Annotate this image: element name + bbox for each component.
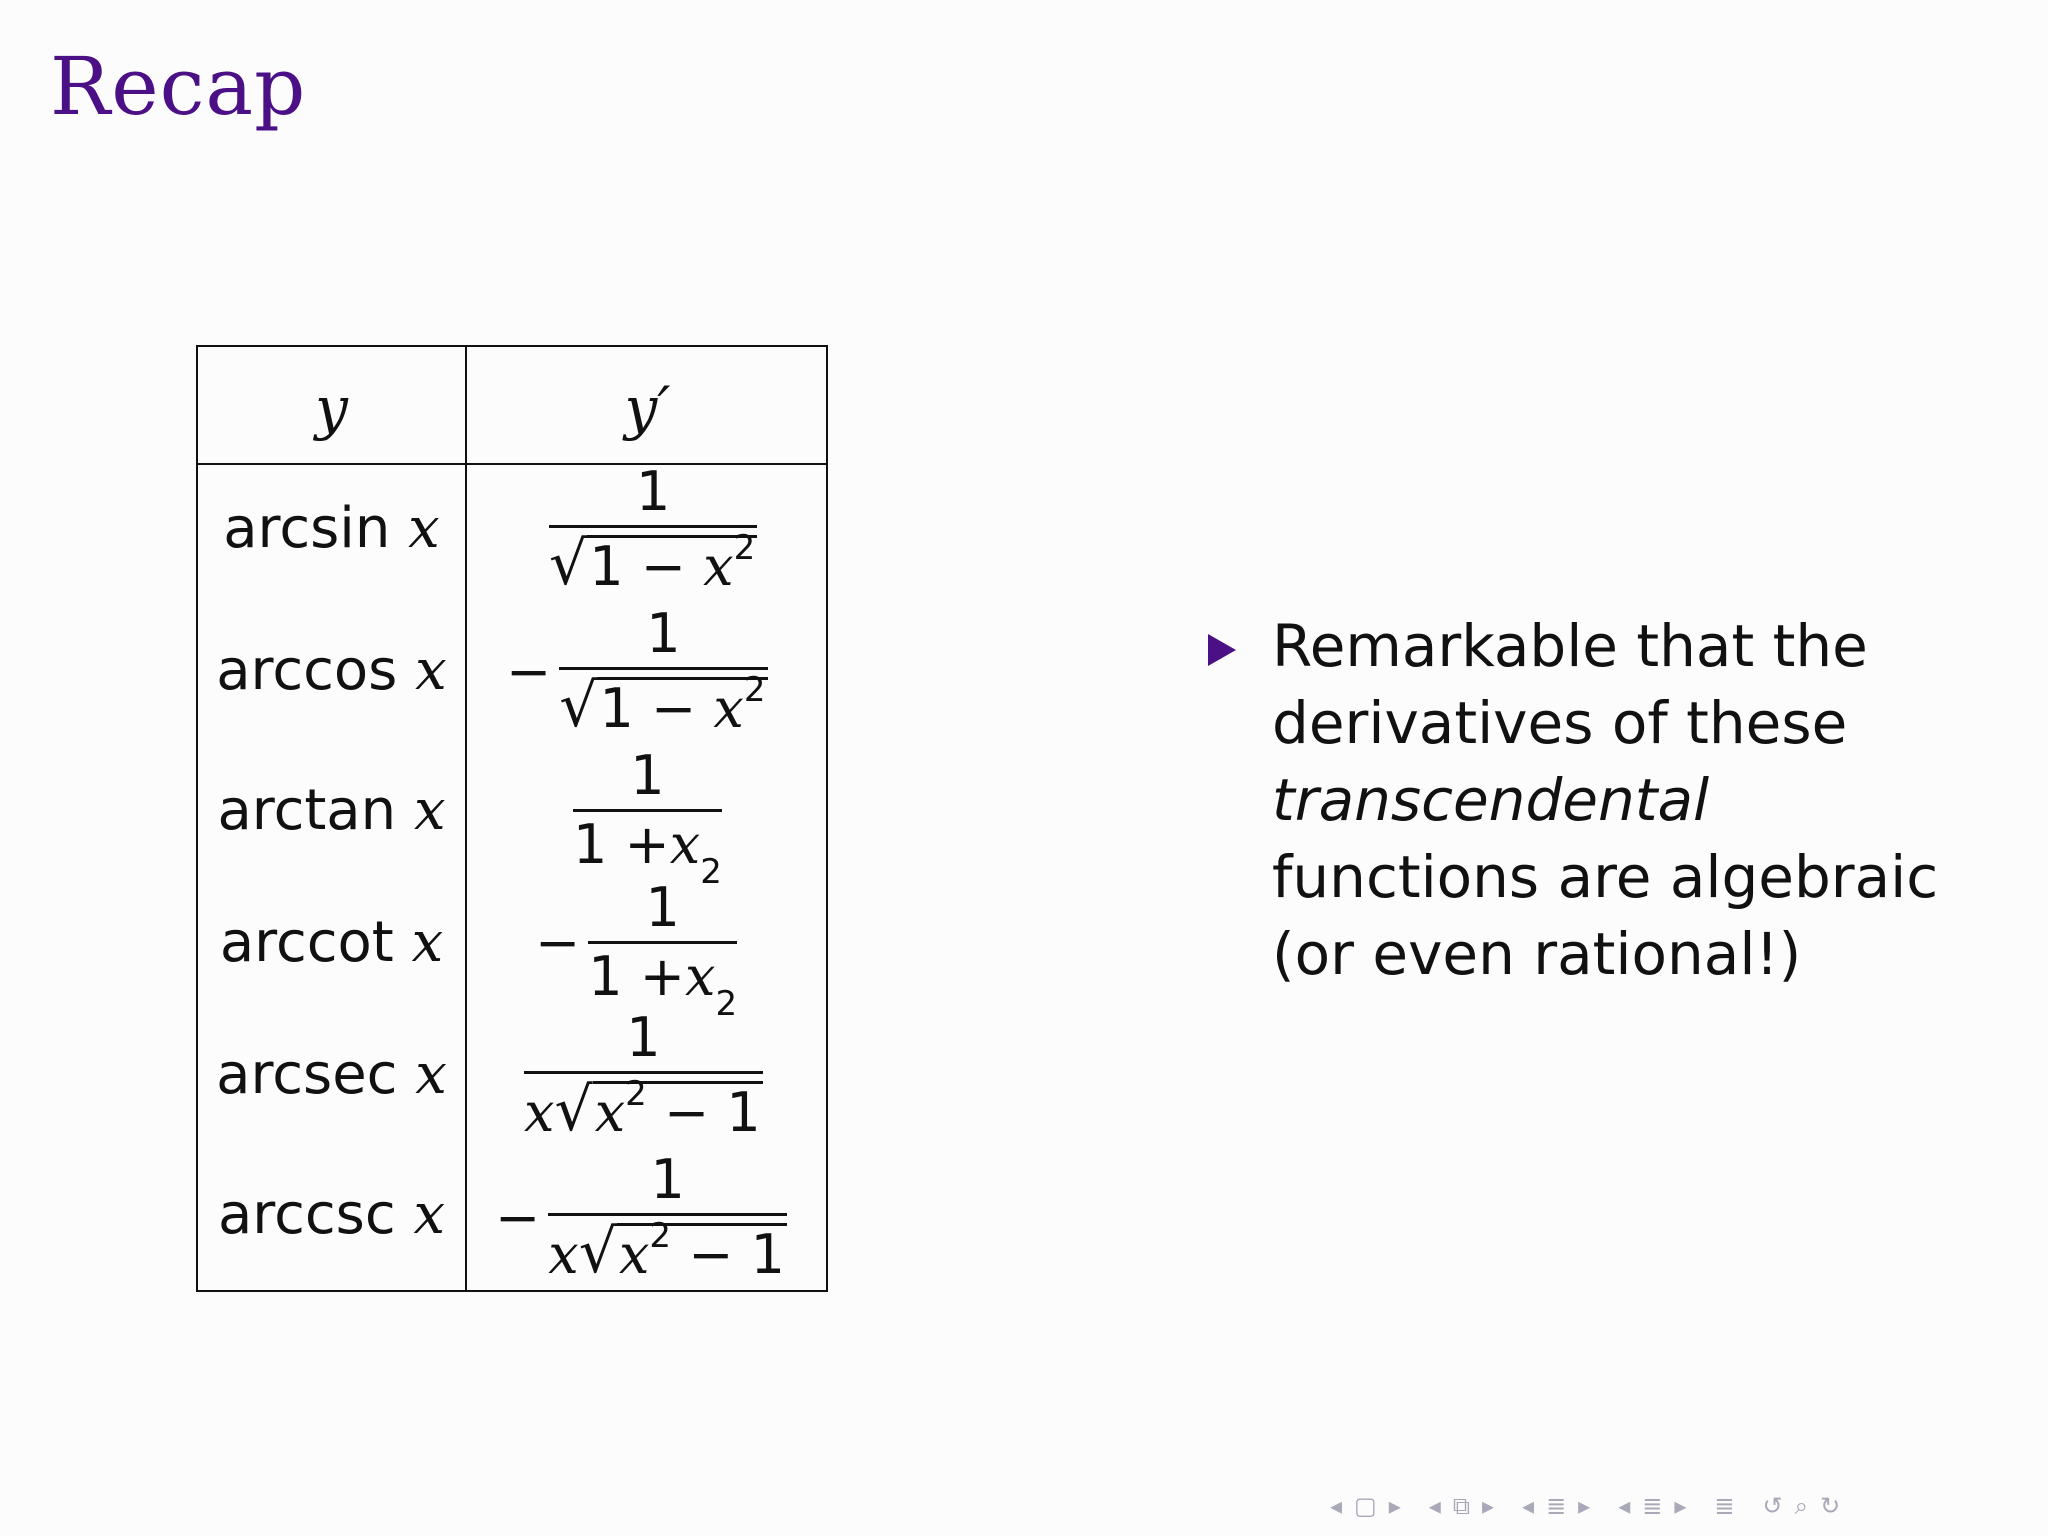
nav-right-arrow-icon[interactable]: ▸	[1388, 1492, 1401, 1520]
deriv-sign: −	[506, 640, 552, 703]
nav-right-arrow-icon[interactable]: ▸	[1578, 1492, 1591, 1520]
func-label: arccsc	[217, 1182, 396, 1247]
radical-icon: √	[549, 529, 588, 599]
frame-icon[interactable]: ▢	[1354, 1492, 1377, 1520]
nav-right-arrow-icon[interactable]: ▸	[1674, 1492, 1687, 1520]
func-arcsin	[198, 496, 465, 561]
func-var: x	[411, 910, 444, 975]
square-root	[549, 528, 757, 599]
doc-icon[interactable]: ≣	[1642, 1492, 1663, 1520]
beamer-navigation-bar	[1330, 1488, 2030, 1524]
denominator	[524, 1074, 763, 1145]
radicand	[587, 528, 757, 598]
radicand-b: − 1	[671, 1223, 785, 1286]
func-arccot	[198, 910, 465, 975]
func-label: arctan	[217, 778, 397, 843]
radicand-a: 1 −	[589, 535, 704, 598]
bullet-emphasis: transcendental	[1272, 766, 1710, 834]
func-arccsc	[198, 1182, 465, 1247]
bullet-text-part2: functions are algebraic (or even rational!)	[1272, 843, 1939, 988]
fraction	[548, 1148, 787, 1287]
radicand-a: 1 −	[599, 677, 714, 740]
func-label: arcsec	[216, 1042, 398, 1107]
func-var: x	[415, 638, 447, 703]
deriv-sign: −	[535, 911, 581, 974]
section-icon[interactable]: ≣	[1546, 1492, 1567, 1520]
radicand-b: − 1	[646, 1081, 761, 1144]
deriv-arcsin	[541, 460, 757, 599]
deriv-arccot	[535, 876, 738, 1024]
radicand-var: x	[713, 677, 744, 740]
deriv-sign: −	[495, 1186, 541, 1249]
denominator	[548, 1216, 787, 1287]
exponent: 2	[625, 1074, 647, 1114]
nav-left-arrow-icon[interactable]: ◂	[1522, 1492, 1535, 1520]
nav-left-arrow-icon[interactable]: ◂	[1330, 1492, 1343, 1520]
den-prefix: x	[524, 1081, 555, 1144]
exponent: 2	[743, 670, 766, 710]
search-icon[interactable]: ⌕	[1794, 1492, 1809, 1520]
bullet-point	[1208, 608, 1968, 993]
fraction	[573, 744, 722, 892]
radicand	[593, 1074, 763, 1144]
func-var: x	[413, 1182, 446, 1247]
den-var: x	[669, 813, 701, 876]
den-var: x	[685, 945, 716, 1008]
func-label: arccot	[219, 910, 394, 975]
derivatives-table	[196, 345, 828, 1292]
denominator: 1 + x 2	[573, 813, 722, 892]
align-icon[interactable]: ≣	[1714, 1492, 1735, 1520]
fraction	[524, 1006, 763, 1145]
fraction	[559, 602, 767, 741]
radicand	[597, 670, 767, 740]
deriv-arccos	[506, 602, 768, 741]
denominator: 1 + x 2	[588, 945, 738, 1024]
denominator	[549, 528, 757, 599]
exponent: 2	[649, 1216, 672, 1256]
numerator: 1	[635, 460, 671, 523]
exponent: 2	[733, 528, 756, 568]
square-root	[554, 1074, 762, 1145]
square-root	[578, 1216, 787, 1287]
den-a: 1 +	[573, 813, 670, 876]
func-var: x	[415, 1042, 447, 1107]
func-label: arcsin	[223, 496, 391, 561]
fraction	[549, 460, 757, 599]
bullet-text	[1272, 608, 1968, 993]
func-label: arccos	[216, 638, 398, 703]
numerator: 1	[645, 876, 680, 939]
radicand-var: x	[594, 1081, 626, 1144]
radical-icon: √	[559, 671, 598, 741]
func-arccos	[198, 638, 465, 703]
radical-icon: √	[554, 1075, 593, 1145]
bullet-text-part1: Remarkable that the derivatives of these	[1272, 612, 1868, 757]
den-prefix: x	[548, 1223, 579, 1286]
numerator: 1	[630, 744, 665, 807]
numerator: 1	[650, 1148, 685, 1211]
den-a: 1 +	[588, 945, 686, 1008]
numerator: 1	[626, 1006, 661, 1069]
func-arcsec	[198, 1042, 465, 1107]
subsection-icon[interactable]: ⧉	[1452, 1492, 1470, 1520]
slide-title: Recap	[50, 40, 307, 133]
fraction	[588, 876, 738, 1024]
square-root	[559, 670, 767, 741]
radicand	[617, 1216, 787, 1286]
undo-icon[interactable]: ↺	[1762, 1492, 1783, 1520]
func-arctan	[198, 778, 465, 843]
bullet-triangle-icon	[1208, 634, 1236, 666]
nav-left-arrow-icon[interactable]: ◂	[1618, 1492, 1631, 1520]
nav-right-arrow-icon[interactable]: ▸	[1481, 1492, 1495, 1520]
radical-icon: √	[578, 1217, 617, 1287]
column-divider	[465, 347, 467, 1290]
func-var: x	[408, 496, 440, 561]
header-y-prime: y′	[624, 374, 671, 442]
deriv-arccsc	[495, 1148, 787, 1287]
nav-left-arrow-icon[interactable]: ◂	[1428, 1492, 1441, 1520]
func-var: x	[413, 778, 446, 843]
redo-icon[interactable]: ↻	[1820, 1492, 1841, 1520]
radicand-var: x	[703, 535, 734, 598]
deriv-arcsec	[516, 1006, 763, 1145]
radicand-var: x	[618, 1223, 650, 1286]
header-y: y	[315, 374, 348, 442]
denominator	[559, 670, 767, 741]
deriv-arctan	[565, 744, 722, 892]
numerator: 1	[646, 602, 681, 665]
